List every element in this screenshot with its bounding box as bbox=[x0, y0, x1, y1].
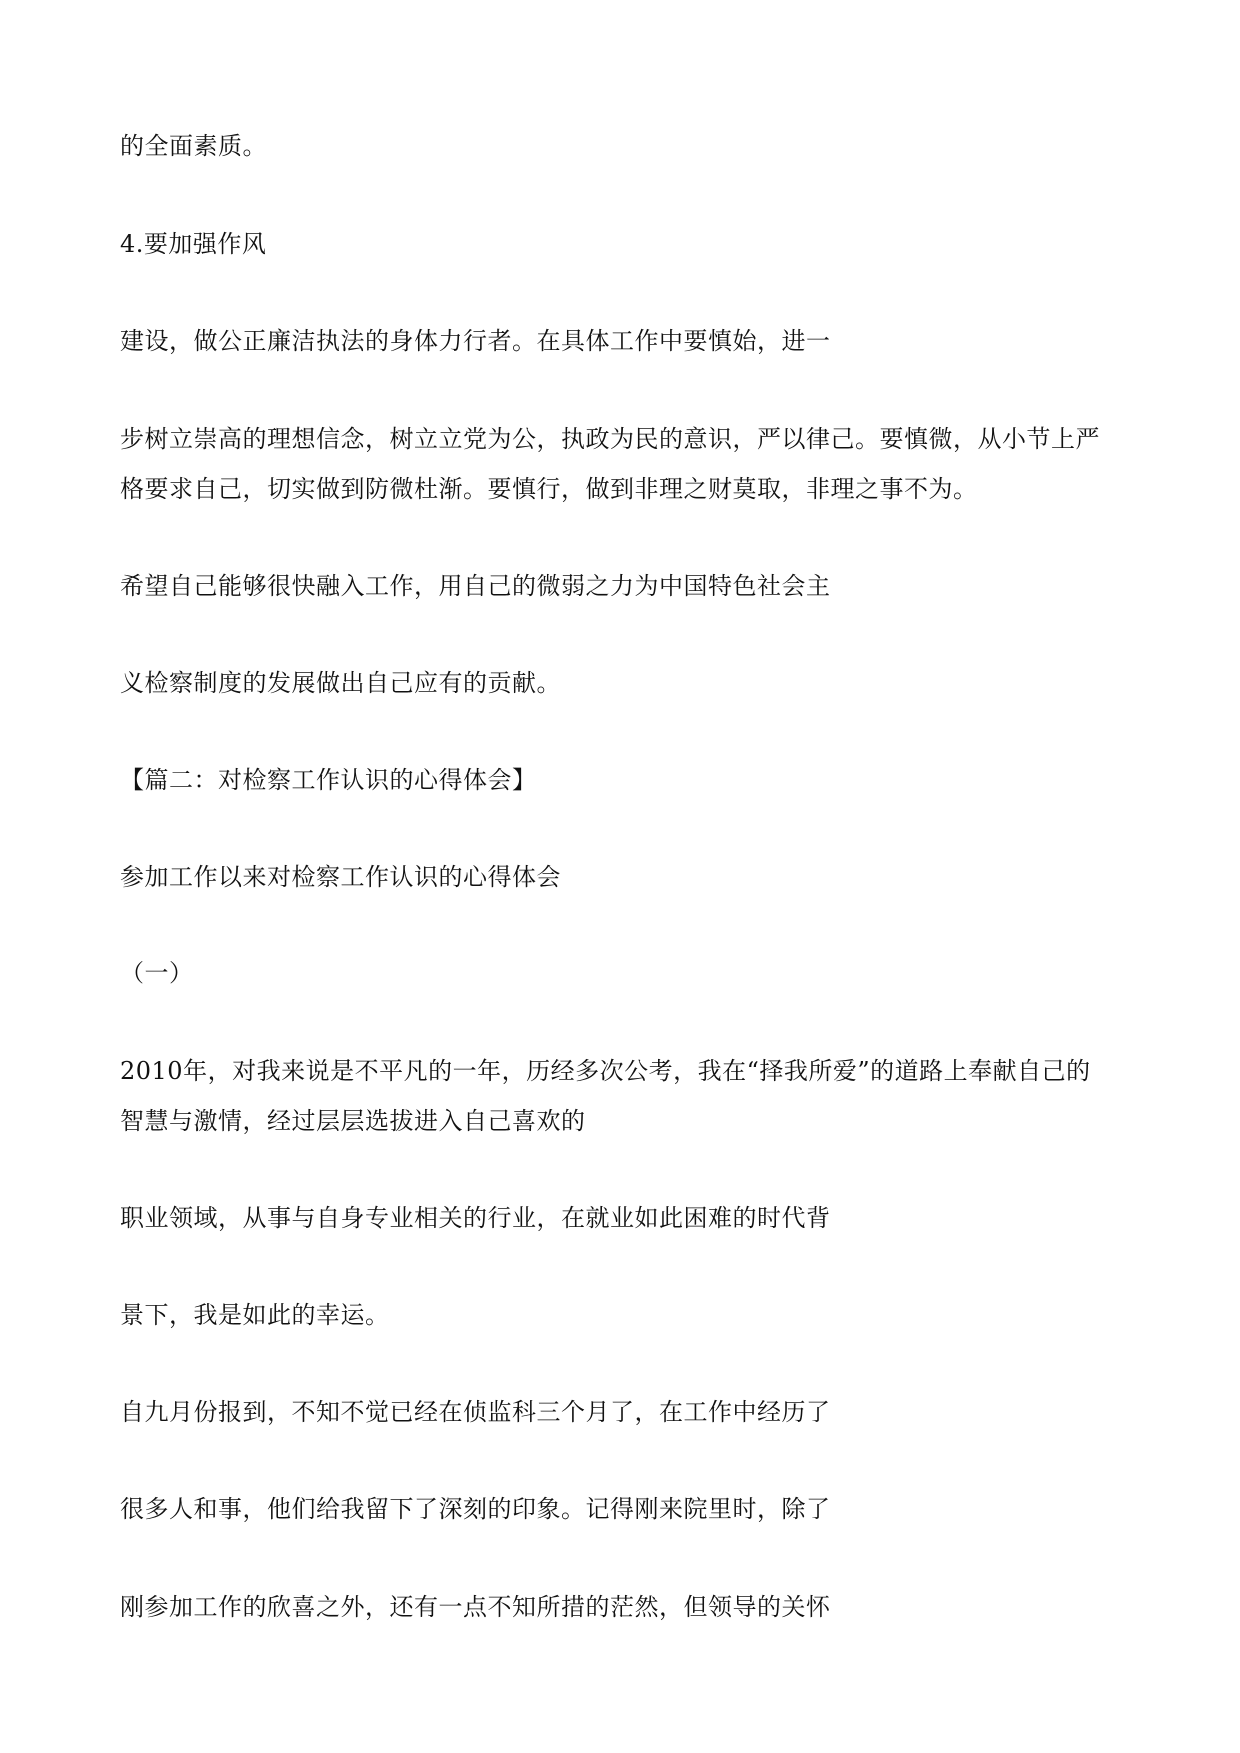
text-line: 很多人和事，他们给我留下了深刻的印象。记得刚来院里时，除了 bbox=[120, 1495, 831, 1523]
text-line: 2010年，对我来说是不平凡的一年，历经多次公考，我在“择我所爱”的道路上奉献自己的 bbox=[120, 1057, 1091, 1085]
text-line: 格要求自己，切实做到防微杜渐。要慎行，做到非理之财莫取，非理之事不为。 bbox=[120, 475, 978, 503]
text-line: 自九月份报到，不知不觉已经在侦监科三个月了，在工作中经历了 bbox=[120, 1398, 831, 1426]
article-title: 参加工作以来对检察工作认识的心得体会 bbox=[120, 863, 561, 891]
text-line: 希望自己能够很快融入工作，用自己的微弱之力为中国特色社会主 bbox=[120, 572, 831, 600]
text-line: 的全面素质。 bbox=[120, 132, 267, 160]
text-line: 建设，做公正廉洁执法的身体力行者。在具体工作中要慎始，进一 bbox=[120, 327, 831, 355]
text-line: 职业领域，从事与自身专业相关的行业，在就业如此困难的时代背 bbox=[120, 1204, 831, 1232]
text-line: 智慧与激情，经过层层选拔进入自己喜欢的 bbox=[120, 1107, 586, 1135]
text-line: 义检察制度的发展做出自己应有的贡献。 bbox=[120, 669, 561, 697]
subsection-marker: （一） bbox=[120, 959, 194, 987]
text-line: 刚参加工作的欣喜之外，还有一点不知所措的茫然，但领导的关怀 bbox=[120, 1593, 831, 1621]
chapter-heading: 【篇二：对检察工作认识的心得体会】 bbox=[120, 766, 537, 794]
text-line: 景下，我是如此的幸运。 bbox=[120, 1301, 390, 1329]
section-heading: 4.要加强作风 bbox=[120, 230, 267, 258]
text-line: 步树立崇高的理想信念，树立立党为公，执政为民的意识，严以律己。要慎微，从小节上严 bbox=[120, 425, 1100, 453]
